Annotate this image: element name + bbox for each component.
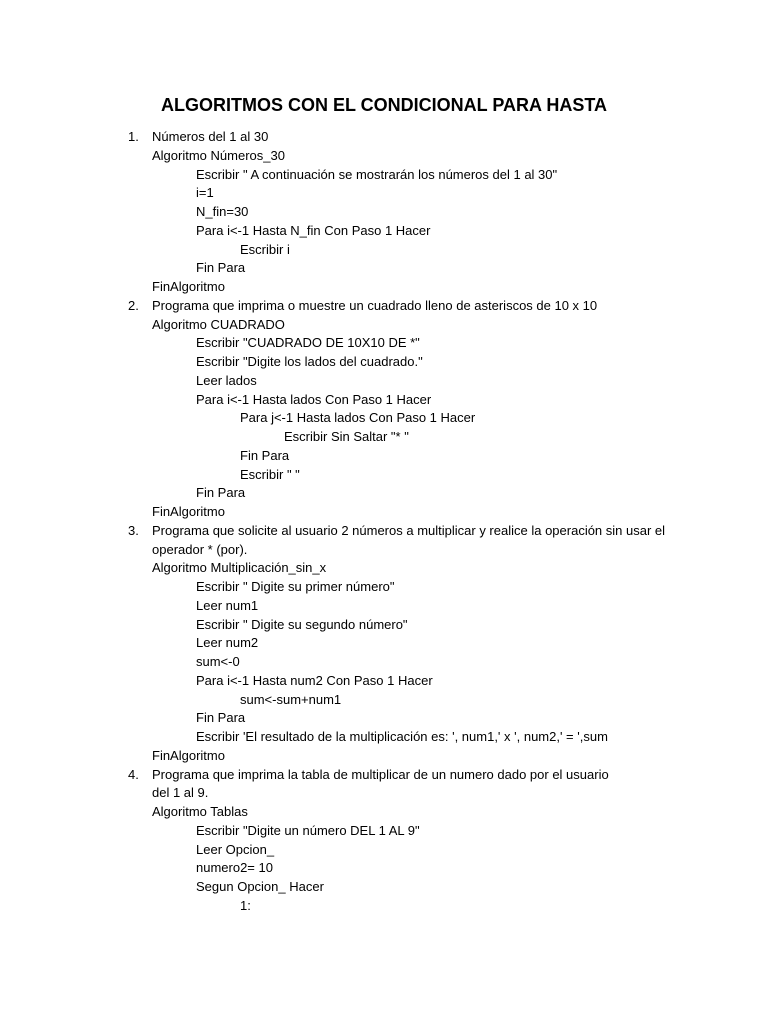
line-text: Para j<-1 Hasta lados Con Paso 1 Hacer: [240, 410, 476, 426]
line-text: Segun Opcion_ Hacer: [196, 879, 324, 894]
list-item-heading: [0, 128, 768, 147]
code-line: [0, 841, 768, 860]
line-text: Para i<-1 Hasta num2 Con Paso 1 Hacer: [196, 672, 433, 688]
line-text: Programa que solicite al usuario 2 números a multiplicar y realice la operación sin usar el: [152, 522, 666, 538]
code-line: [0, 372, 768, 391]
line-text: Escribir Sin Saltar "* ": [284, 429, 409, 444]
document-body: [0, 128, 768, 916]
code-line: [0, 166, 768, 185]
line-text: Fin Para: [196, 260, 246, 276]
line-text: FinAlgoritmo: [152, 747, 225, 763]
code-line: [0, 747, 768, 766]
code-line: [0, 709, 768, 728]
code-line: [0, 203, 768, 222]
code-line: [0, 428, 768, 447]
line-text: Para i<-1 Hasta N_fin Con Paso 1 Hacer: [196, 222, 431, 238]
line-text: Números del 1 al 30: [152, 129, 269, 144]
line-text: Escribir " A continuación se mostrarán los números del 1 al 30": [196, 166, 558, 182]
code-line: [0, 147, 768, 166]
line-text: Escribir "Digite los lados del cuadrado.": [196, 354, 423, 369]
code-line: [0, 409, 768, 428]
code-line: [0, 784, 768, 803]
line-text: Programa que imprima la tabla de multiplicar de un numero dado por el usuario: [152, 766, 609, 782]
code-line: [0, 391, 768, 410]
code-line: [0, 897, 768, 916]
code-line: [0, 597, 768, 616]
code-line: [0, 466, 768, 485]
code-line: [0, 691, 768, 710]
code-line: [0, 541, 768, 560]
line-text: FinAlgoritmo: [152, 504, 225, 519]
line-text: Escribir "Digite un número DEL 1 AL 9": [196, 822, 420, 838]
line-text: sum<-0: [196, 654, 240, 669]
line-text: del 1 al 9.: [152, 785, 209, 801]
line-text: Algoritmo Tablas: [152, 804, 248, 819]
code-line: [0, 653, 768, 672]
line-text: Escribir " ": [240, 466, 300, 482]
code-line: [0, 278, 768, 297]
line-text: i=1: [196, 185, 214, 201]
list-item-number: 3.: [128, 522, 139, 538]
line-text: Fin Para: [240, 447, 290, 463]
code-line: [0, 616, 768, 635]
line-text: Leer Opcion_: [196, 841, 275, 857]
document-title: ALGORITMOS CON EL CONDICIONAL PARA HASTA: [160, 95, 607, 115]
list-item-heading: [0, 297, 768, 316]
line-text: Leer num2: [196, 635, 259, 651]
line-text: Algoritmo Multiplicación_sin_x: [152, 560, 327, 576]
code-line: [0, 241, 768, 260]
line-text: Programa que imprima o muestre un cuadrado lleno de asteriscos de 10 x 10: [152, 297, 598, 313]
code-line: [0, 316, 768, 335]
line-text: Algoritmo CUADRADO: [152, 316, 285, 332]
code-line: [0, 559, 768, 578]
code-line: [0, 878, 768, 897]
line-text: Escribir i: [240, 241, 290, 257]
code-line: [0, 353, 768, 372]
code-line: [0, 334, 768, 353]
code-line: [0, 503, 768, 522]
line-text: N_fin=30: [196, 204, 249, 219]
line-text: Algoritmo Números_30: [152, 147, 285, 163]
list-item-number: 4.: [128, 766, 139, 782]
line-text: Fin Para: [196, 710, 246, 726]
line-text: operador * (por).: [152, 541, 248, 557]
code-line: [0, 803, 768, 822]
code-line: [0, 259, 768, 278]
line-text: 1:: [240, 897, 251, 913]
code-line: [0, 447, 768, 466]
list-item-number: 1.: [128, 129, 139, 144]
code-line: [0, 728, 768, 747]
line-text: Para i<-1 Hasta lados Con Paso 1 Hacer: [196, 391, 432, 407]
code-line: [0, 184, 768, 203]
code-line: [0, 484, 768, 503]
line-text: Escribir " Digite su segundo número": [196, 616, 408, 632]
line-text: FinAlgoritmo: [152, 279, 225, 294]
list-item-number: 2.: [128, 297, 139, 313]
list-item-heading: [0, 766, 768, 785]
code-line: [0, 672, 768, 691]
code-line: [0, 859, 768, 878]
line-text: numero2= 10: [196, 860, 273, 876]
line-text: Leer num1: [196, 597, 259, 613]
code-line: [0, 634, 768, 653]
code-line: [0, 222, 768, 241]
line-text: Escribir "CUADRADO DE 10X10 DE *": [196, 335, 420, 351]
line-text: Leer lados: [196, 372, 257, 388]
code-line: [0, 578, 768, 597]
line-text: Escribir " Digite su primer número": [196, 579, 395, 594]
list-item-heading: [0, 522, 768, 541]
code-line: [0, 822, 768, 841]
line-text: Escribir 'El resultado de la multiplicación es: ', num1,' x ', num2,' = ',sum: [196, 729, 608, 744]
line-text: Fin Para: [196, 485, 246, 501]
line-text: sum<-sum+num1: [240, 691, 342, 707]
